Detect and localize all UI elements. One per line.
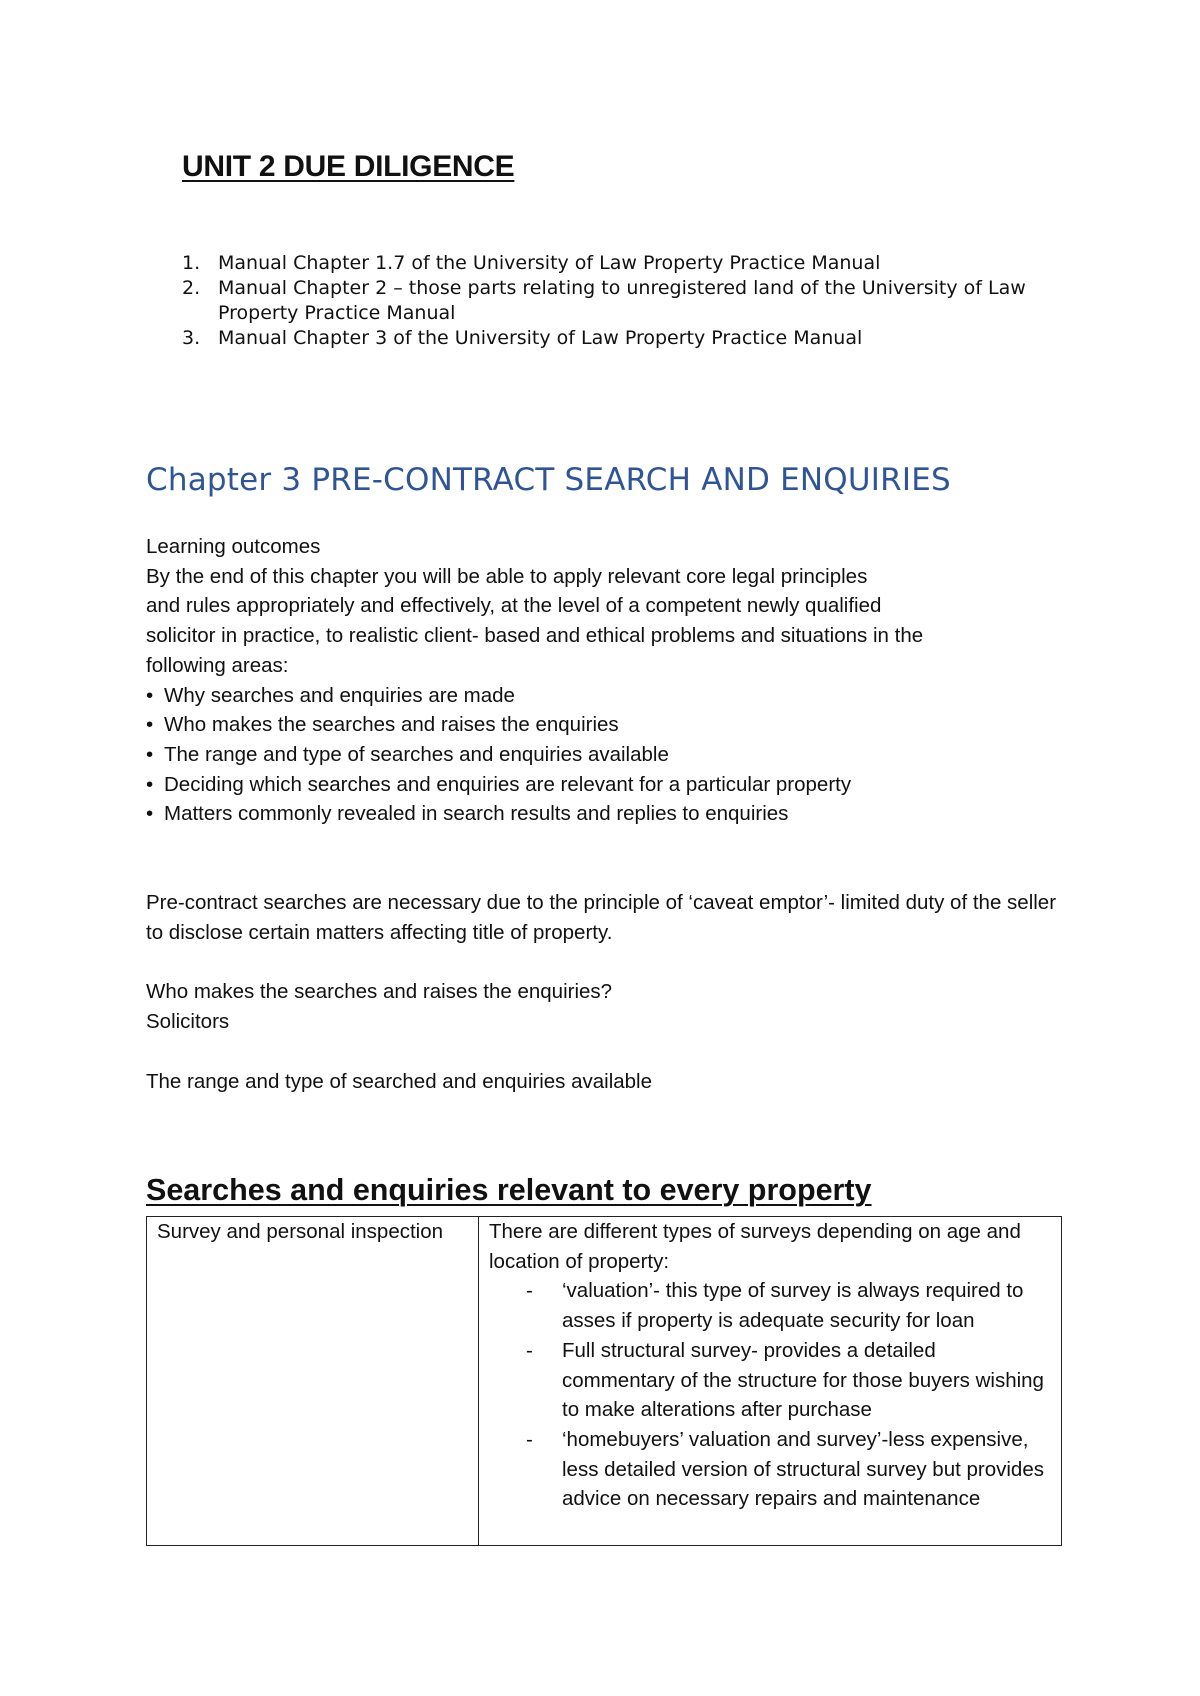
outcome-bullet-text: Why searches and enquiries are made <box>164 683 515 707</box>
reading-text: Manual Chapter 3 of the University of Law Property Practice Manual <box>218 327 863 349</box>
who-section <box>146 977 1066 1036</box>
chapter-title: Chapter 3 PRE-CONTRACT SEARCH AND ENQUIRIES <box>146 462 951 498</box>
dash-icon: - <box>526 1338 533 1362</box>
outcome-bullet-text: Who makes the searches and raises the enquiries <box>164 713 619 737</box>
outcome-bullet-item <box>146 710 1066 740</box>
table-cell-content <box>479 1217 1062 1546</box>
outcome-bullet-text: The range and type of searches and enquiries available <box>164 742 669 766</box>
reading-text: Manual Chapter 2 – those parts relating to unregistered land of the University of Law Property Practice Manual <box>218 277 1026 324</box>
survey-type-text: Full structural survey- provides a detailed commentary of the structure for those buyers wishing to make alterations after purchase <box>562 1338 1044 1422</box>
outcome-bullet-item <box>146 770 1066 800</box>
outcome-bullet-item <box>146 681 1066 711</box>
outcome-bullet-text: Deciding which searches and enquiries are relevant for a particular property <box>164 772 852 796</box>
survey-intro: There are different types of surveys depending on age and location of property: <box>489 1220 1021 1273</box>
reading-text: Manual Chapter 1.7 of the University of Law Property Practice Manual <box>218 252 881 274</box>
reading-list <box>182 251 1082 351</box>
outcomes-intro-line: and rules appropriately and effectively, at the level of a competent newly qualified <box>146 594 882 618</box>
outcomes-intro-line: following areas: <box>146 653 289 677</box>
bullet-icon: • <box>146 772 154 796</box>
reading-item <box>182 326 1082 351</box>
unit-title: UNIT 2 DUE DILIGENCE <box>182 150 515 183</box>
caveat-paragraph: Pre-contract searches are necessary due to the principle of ‘caveat emptor’- limited duty of the seller to disclose certain matters affecting title of property. <box>146 891 1057 944</box>
reading-number: 2. <box>182 277 201 299</box>
table-row <box>147 1217 1062 1546</box>
bullet-icon: • <box>146 683 154 707</box>
list-item <box>489 1425 1051 1514</box>
range-paragraph: The range and type of searched and enquiries available <box>146 1070 653 1093</box>
bullet-icon: • <box>146 713 154 737</box>
searches-table <box>146 1216 1062 1546</box>
outcome-bullet-item <box>146 799 1066 829</box>
outcomes-intro-line: solicitor in practice, to realistic client- based and ethical problems and situations in the <box>146 624 924 648</box>
reading-number: 3. <box>182 327 201 349</box>
dash-icon: - <box>526 1427 533 1451</box>
dash-icon: - <box>526 1279 533 1303</box>
searches-title: Searches and enquiries relevant to every property <box>146 1173 872 1207</box>
outcome-bullet-item <box>146 740 1066 770</box>
reading-item <box>182 251 1082 276</box>
list-item <box>489 1276 1051 1335</box>
bullet-icon: • <box>146 802 154 826</box>
learning-outcomes-section <box>146 532 1066 829</box>
who-answer: Solicitors <box>146 1009 230 1033</box>
bullet-icon: • <box>146 742 154 766</box>
outcomes-intro-line: By the end of this chapter you will be able to apply relevant core legal principles <box>146 564 868 588</box>
outcome-bullet-text: Matters commonly revealed in search results and replies to enquiries <box>164 802 789 826</box>
list-item <box>489 1336 1051 1425</box>
survey-type-text: ‘homebuyers’ valuation and survey’-less expensive, less detailed version of structural survey but provides advice on necessary repairs and maintenance <box>562 1427 1044 1511</box>
survey-type-text: ‘valuation’- this type of survey is always required to asses if property is adequate security for loan <box>562 1279 1024 1333</box>
reading-number: 1. <box>182 252 201 274</box>
who-question: Who makes the searches and raises the enquiries? <box>146 980 613 1003</box>
reading-item <box>182 276 1082 326</box>
survey-type-list <box>489 1276 1051 1514</box>
table-cell-label: Survey and personal inspection <box>147 1217 479 1546</box>
learning-outcomes-heading: Learning outcomes <box>146 535 321 558</box>
